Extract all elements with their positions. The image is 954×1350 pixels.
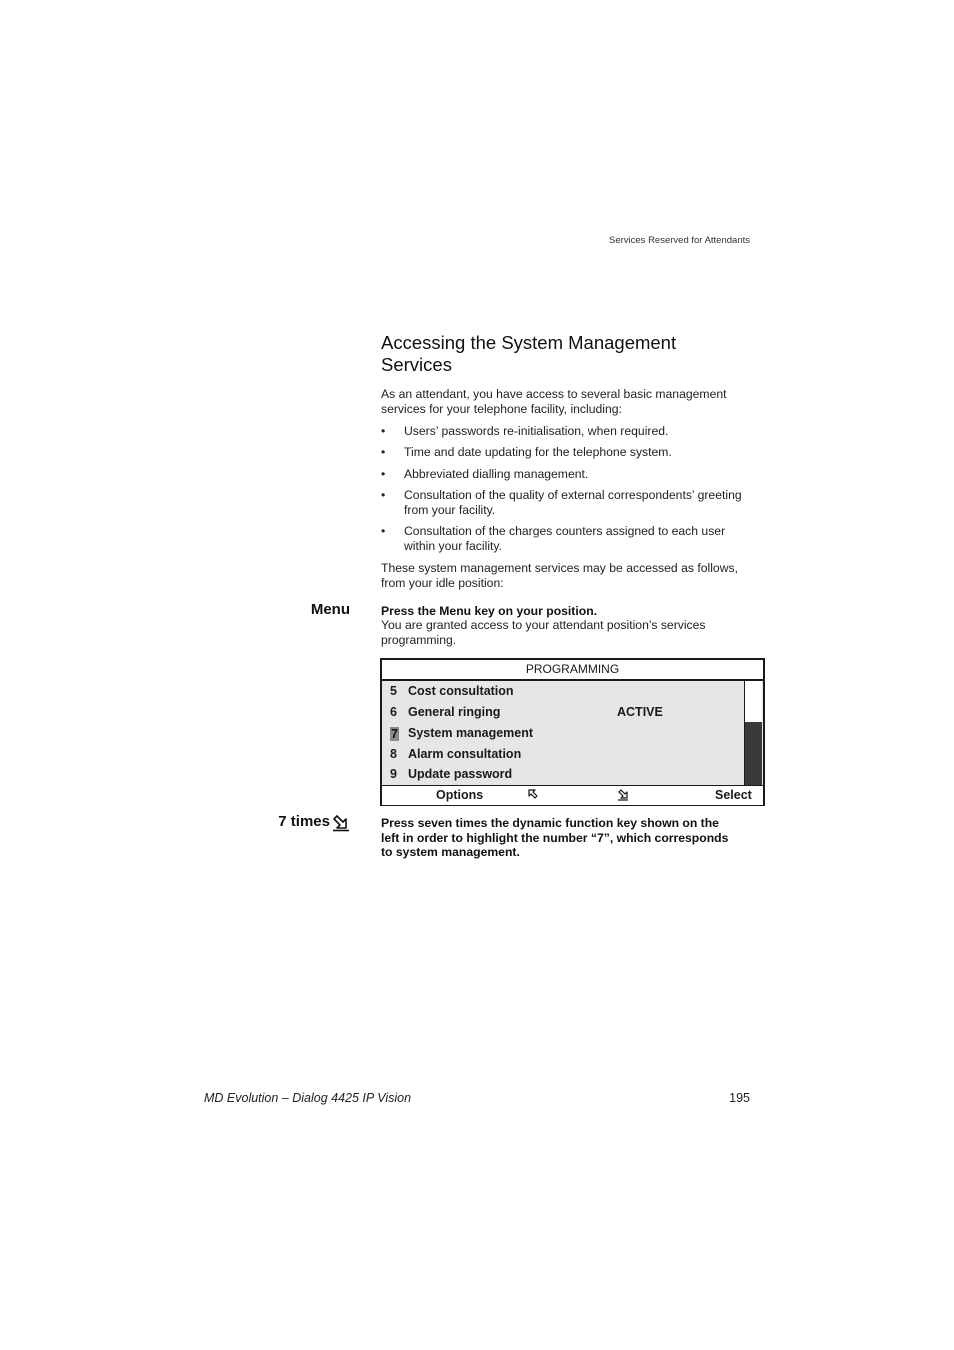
menu-row-label: General ringing <box>408 705 501 719</box>
access-paragraph: These system management services may be accessed as follows, from your idle position: <box>381 561 738 590</box>
menu-row-7[interactable] <box>382 723 744 744</box>
step1-instruction: Press the Menu key on your position. <box>381 604 598 618</box>
list-item: • Time and date updating for the telephone system. <box>381 445 672 460</box>
softkey-bar <box>382 785 763 805</box>
step1-note: You are granted access to your attendant position’s services programming. <box>381 618 706 647</box>
menu-key-label: Menu <box>310 601 350 618</box>
menu-row-label: Alarm consultation <box>408 747 522 761</box>
seven-times-label: 7 times <box>278 813 330 830</box>
bullet-icon: • <box>381 487 386 502</box>
bullet-icon: • <box>381 445 386 460</box>
menu-row-5[interactable] <box>382 681 744 702</box>
menu-row-label: System management <box>408 726 534 740</box>
list-item: • Users’ passwords re-initialisation, when required. <box>381 424 669 438</box>
menu-row-6[interactable] <box>382 702 744 723</box>
section-title-line1: Accessing the System Management <box>381 332 677 353</box>
options-softkey[interactable]: Options <box>436 788 484 802</box>
list-item: • Consultation of the charges counters assigned to each user within your facility. <box>381 523 726 553</box>
select-softkey[interactable]: Select <box>715 788 752 802</box>
menu-row-number: 6 <box>390 705 397 719</box>
menu-row-status: ACTIVE <box>617 705 663 719</box>
arrow-up-left-icon[interactable] <box>527 787 539 803</box>
list-item: • Consultation of the quality of external correspondents’ greeting from your facility. <box>381 487 742 517</box>
document-footer-title: MD Evolution – Dialog 4425 IP Vision <box>204 1091 412 1105</box>
arrow-down-right-icon <box>331 812 351 832</box>
features-list <box>381 424 766 560</box>
step2-instruction: Press seven times the dynamic function key shown on the left in order to highlight the number “7”, which corresponds to system management. <box>381 816 729 860</box>
menu-row-number: 8 <box>390 747 397 761</box>
menu-row-number: 9 <box>390 767 397 781</box>
section-title <box>381 332 771 376</box>
intro-line2: services for your telephone facility, including: <box>381 401 622 416</box>
menu-row-label: Cost consultation <box>408 684 514 698</box>
scrollbar-thumb[interactable] <box>745 722 762 785</box>
running-header: Services Reserved for Attendants <box>609 235 750 246</box>
menu-row-number-highlighted: 7 <box>391 727 398 741</box>
bullet-icon: • <box>381 424 386 438</box>
display-title: PROGRAMMING <box>382 660 763 681</box>
intro-paragraph <box>381 387 771 416</box>
menu-row-number: 5 <box>390 684 397 698</box>
arrow-down-right-icon[interactable] <box>617 787 629 803</box>
display-scrollbar[interactable] <box>744 681 762 785</box>
menu-row-8[interactable] <box>382 744 744 765</box>
bullet-icon: • <box>381 523 386 538</box>
intro-line1: As an attendant, you have access to several basic management <box>381 387 727 401</box>
menu-row-label: Update password <box>408 767 513 781</box>
page-number: 195 <box>729 1091 750 1105</box>
menu-row-9[interactable] <box>382 764 744 785</box>
phone-display <box>380 658 765 806</box>
list-item: • Abbreviated dialling management. <box>381 466 589 481</box>
section-title-line2: Services <box>381 354 452 375</box>
bullet-icon: • <box>381 466 386 481</box>
